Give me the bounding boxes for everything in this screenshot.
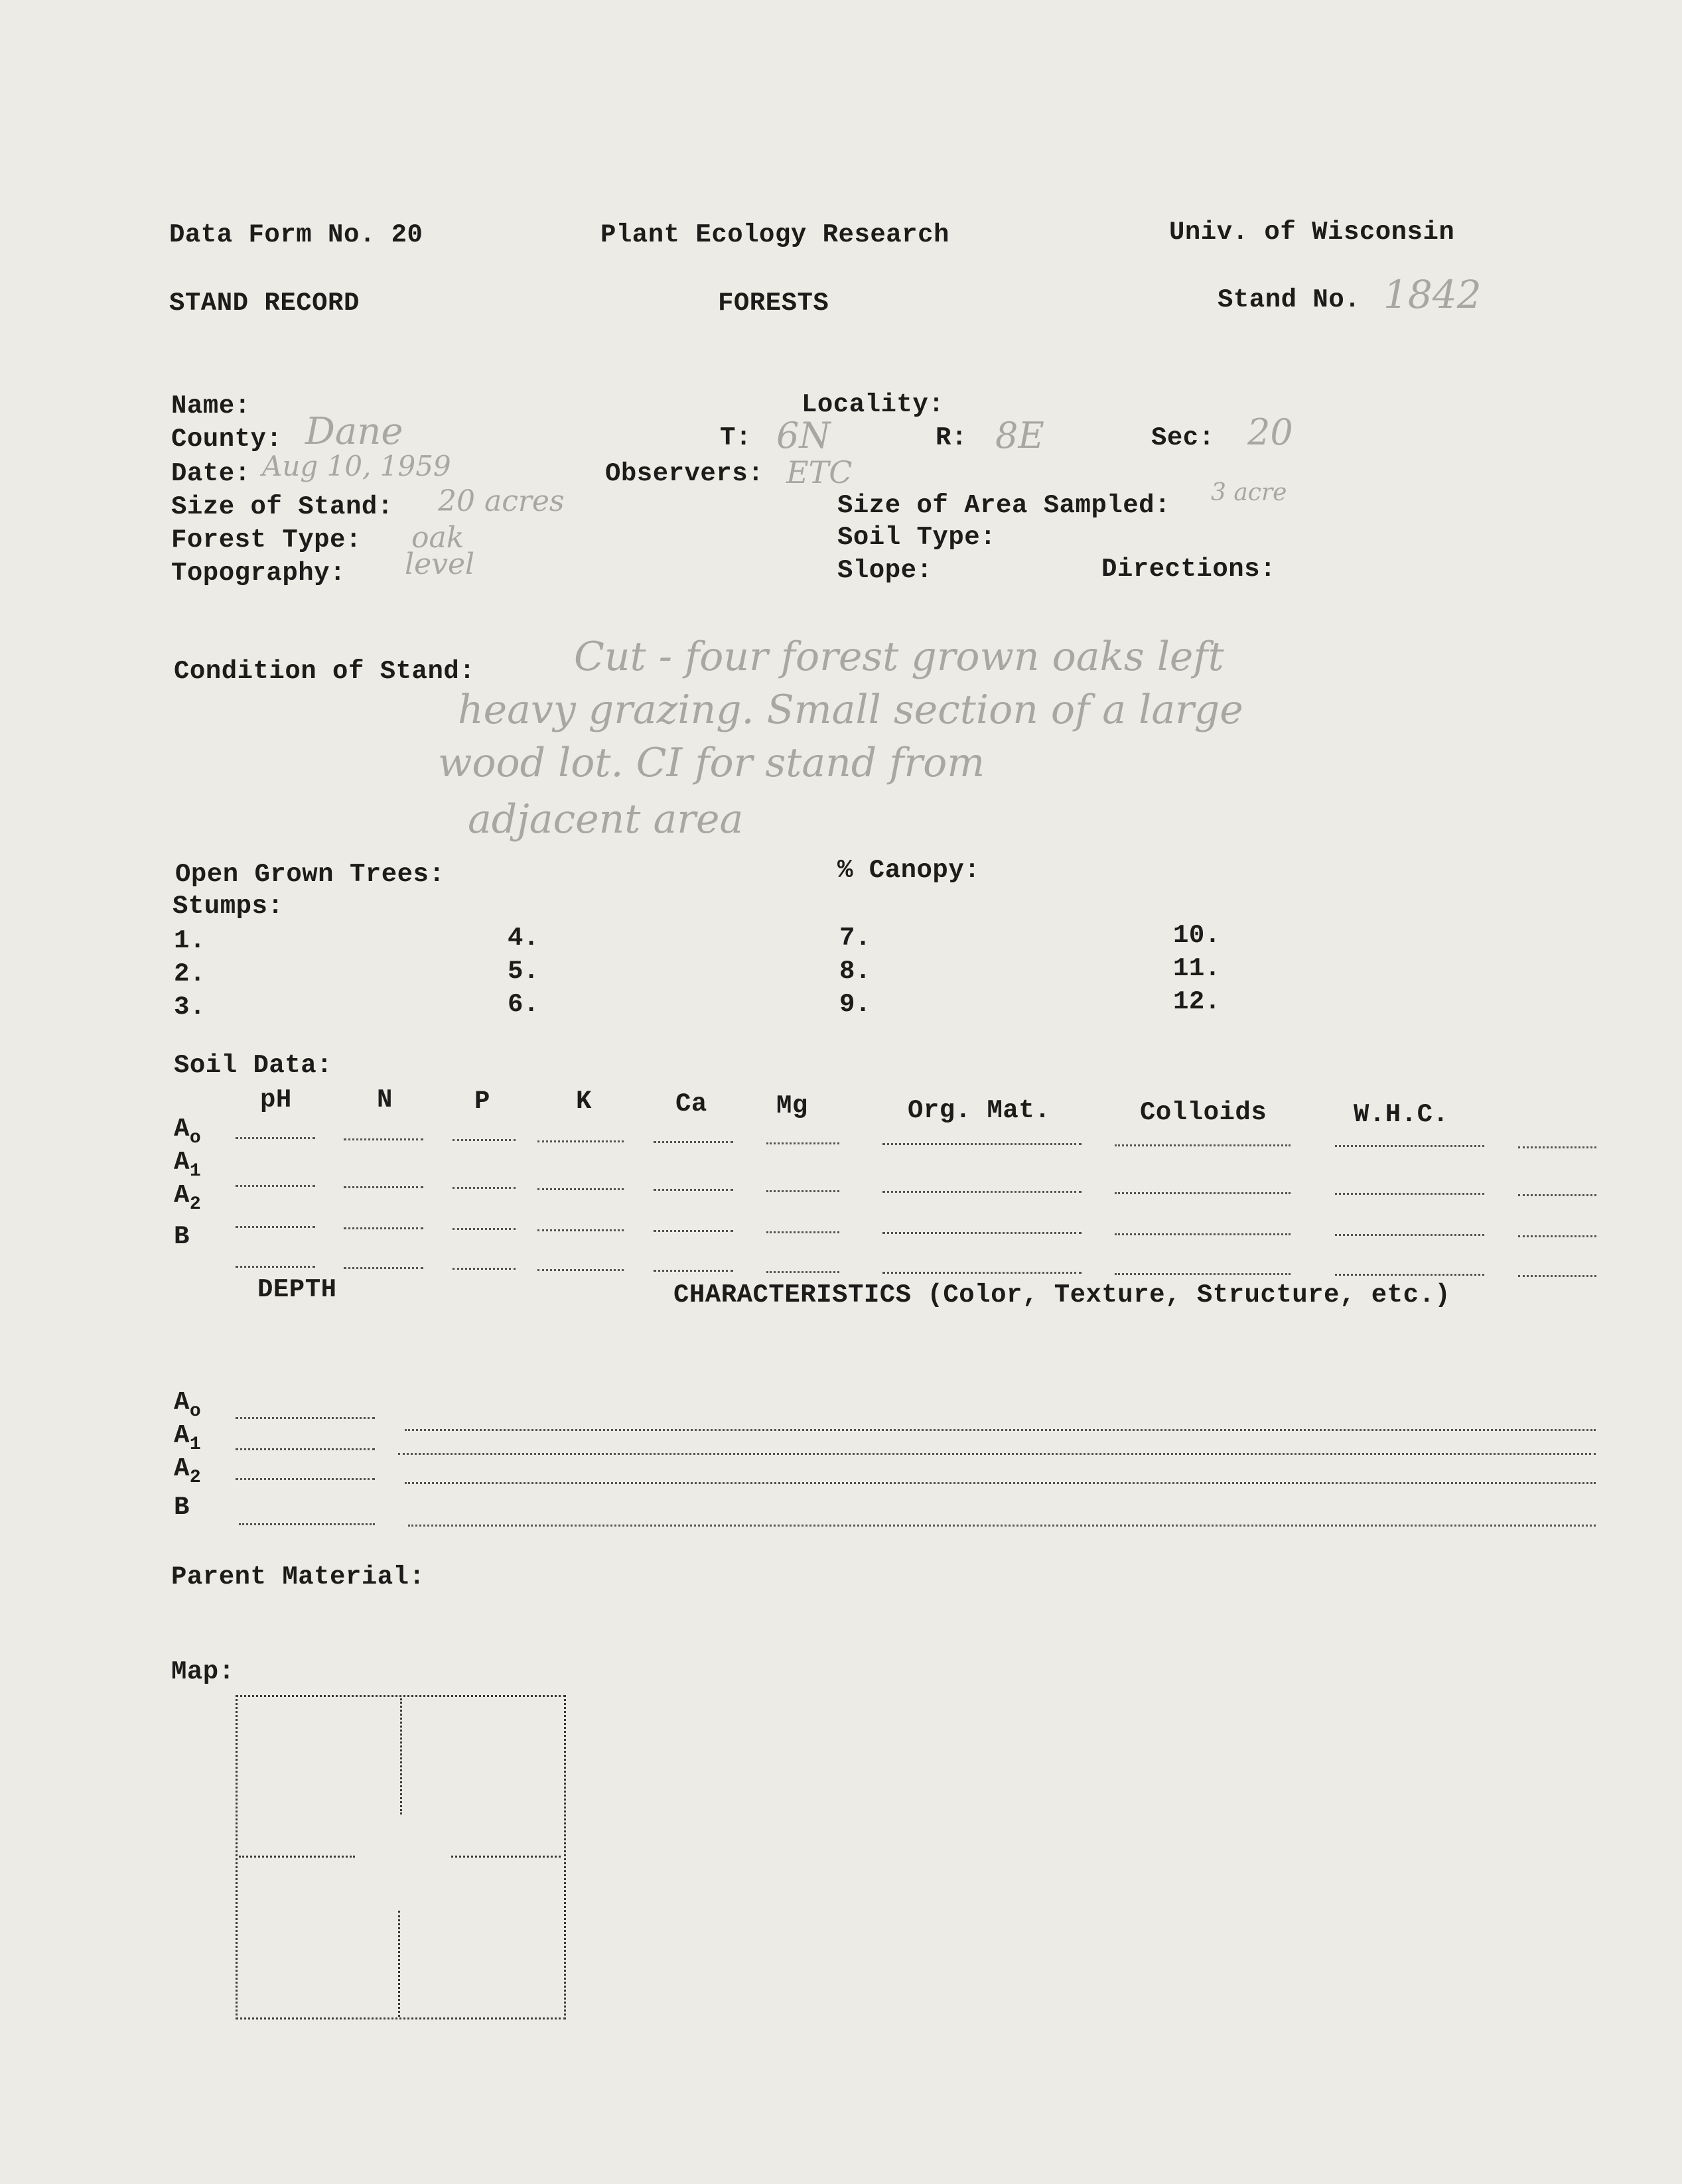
condition-line-2: heavy grazing. Small section of a large [458, 687, 1243, 733]
name-label: Name: [171, 391, 251, 421]
stump-number: 5. [508, 957, 539, 986]
soil-data-blank [453, 1187, 516, 1189]
stump-number: 6. [508, 990, 539, 1019]
canopy-label: % Canopy: [837, 856, 981, 885]
observers-value: ETC [786, 454, 853, 490]
condition-label: Condition of Stand: [174, 657, 476, 686]
record-type: STAND RECORD [169, 289, 360, 318]
horizon-label: B [174, 1493, 190, 1522]
size-of-stand-value: 20 acres [438, 484, 565, 518]
university: Univ. of Wisconsin [1169, 218, 1455, 247]
township-label: T: [720, 423, 752, 452]
characteristics-line [408, 1525, 1596, 1527]
soil-column-header: W.H.C. [1354, 1100, 1449, 1129]
horizon-label: $A_2$ [174, 1454, 202, 1488]
soil-data-blank [537, 1140, 624, 1142]
soil-data-blank [766, 1190, 839, 1192]
stumps-label: Stumps: [173, 892, 284, 921]
characteristics-line [405, 1429, 1596, 1431]
soil-data-blank [344, 1138, 423, 1140]
range-value: 8E [995, 415, 1044, 456]
soil-data-blank [654, 1141, 733, 1143]
condition-line-3: wood lot. CI for stand from [438, 740, 985, 786]
soil-data-blank [537, 1188, 624, 1190]
soil-data-blank [236, 1137, 315, 1139]
soil-data-label: Soil Data: [174, 1051, 333, 1080]
stump-number: 7. [839, 923, 871, 953]
horizon-label: $A_1$ [174, 1421, 202, 1455]
condition-line-4: adjacent area [468, 796, 744, 843]
condition-line-1: Cut - four forest grown oaks left [574, 634, 1224, 680]
soil-data-blank [344, 1186, 423, 1188]
characteristics-line [398, 1453, 1596, 1455]
size-of-stand-label: Size of Stand: [171, 492, 393, 521]
soil-data-blank [344, 1227, 423, 1229]
stump-number: 10. [1173, 921, 1221, 950]
slope-label: Slope: [837, 556, 933, 585]
parent-material-label: Parent Material: [171, 1562, 425, 1592]
horizon-label: $A_o$ [174, 1388, 202, 1422]
stump-number: 4. [508, 923, 539, 953]
soil-column-header: Ca [675, 1089, 707, 1119]
topography-label: Topography: [171, 559, 346, 588]
soil-data-blank [654, 1270, 733, 1272]
soil-column-header: Org. Mat. [908, 1096, 1051, 1125]
depth-label: DEPTH [257, 1275, 337, 1304]
map-label: Map: [171, 1657, 235, 1686]
soil-data-blank [1335, 1145, 1484, 1147]
stump-number: 3. [174, 992, 206, 1022]
soil-column-header: Colloids [1140, 1098, 1267, 1127]
form-number: Data Form No. 20 [169, 220, 423, 249]
soil-data-blank [537, 1229, 624, 1231]
stand-number-value: 1842 [1383, 272, 1482, 317]
soil-column-header: K [576, 1087, 592, 1116]
stump-number: 2. [174, 959, 206, 989]
soil-data-blank [1518, 1194, 1596, 1196]
map-crosshair [398, 1911, 400, 2017]
horizon-label: $A_o$ [174, 1115, 202, 1148]
horizon-label: B [174, 1222, 190, 1251]
directions-label: Directions: [1101, 555, 1276, 584]
soil-data-blank [1518, 1146, 1596, 1148]
horizon-label: $A_1$ [174, 1148, 202, 1182]
map-crosshair [239, 1856, 355, 1858]
soil-data-blank [1335, 1274, 1484, 1276]
soil-data-blank [1115, 1192, 1291, 1194]
locality-label: Locality: [802, 390, 945, 419]
soil-data-blank [654, 1189, 733, 1191]
soil-data-blank [654, 1230, 733, 1232]
characteristics-label: CHARACTERISTICS (Color, Texture, Structure, etc.) [673, 1280, 1451, 1310]
soil-column-header: pH [260, 1085, 292, 1115]
depth-line [236, 1478, 375, 1480]
soil-data-blank [236, 1185, 315, 1187]
soil-data-blank [882, 1232, 1082, 1234]
county-label: County: [171, 425, 283, 454]
stump-number: 9. [839, 990, 871, 1019]
forest-type-label: Forest Type: [171, 525, 362, 555]
soil-data-blank [537, 1269, 624, 1271]
township-value: 6N [776, 415, 831, 456]
observers-label: Observers: [605, 459, 764, 488]
section-label: Sec: [1151, 423, 1215, 452]
soil-data-blank [453, 1268, 516, 1270]
size-of-area-sampled-value: 3 acre [1211, 479, 1287, 506]
range-label: R: [936, 423, 967, 452]
soil-data-blank [344, 1267, 423, 1269]
open-grown-trees-label: Open Grown Trees: [175, 860, 445, 889]
soil-data-blank [1518, 1275, 1596, 1277]
record-category: FORESTS [718, 289, 829, 318]
soil-column-header: Mg [776, 1091, 808, 1121]
soil-data-blank [1335, 1193, 1484, 1195]
horizon-label: $A_2$ [174, 1181, 202, 1215]
size-of-area-sampled-label: Size of Area Sampled: [837, 491, 1170, 520]
soil-data-blank [766, 1271, 839, 1273]
stump-number: 12. [1173, 987, 1221, 1016]
topography-value: level [405, 547, 475, 581]
map-crosshair [400, 1698, 402, 1814]
soil-data-blank [236, 1226, 315, 1228]
depth-line [236, 1417, 375, 1419]
soil-column-header: N [377, 1085, 393, 1115]
forest-type-value: oak [411, 521, 464, 555]
soil-data-blank [1115, 1233, 1291, 1235]
date-value: Aug 10, 1959 [262, 450, 451, 482]
soil-data-blank [766, 1142, 839, 1144]
stump-number: 11. [1173, 954, 1221, 983]
soil-data-blank [1115, 1273, 1291, 1275]
soil-data-blank [236, 1266, 315, 1268]
soil-data-blank [882, 1272, 1082, 1274]
soil-data-blank [882, 1191, 1082, 1193]
soil-data-blank [1335, 1234, 1484, 1236]
map-crosshair [451, 1856, 561, 1858]
stump-number: 8. [839, 957, 871, 986]
soil-data-blank [453, 1139, 516, 1141]
date-label: Date: [171, 459, 251, 488]
soil-data-blank [766, 1231, 839, 1233]
soil-data-blank [1518, 1235, 1596, 1237]
county-value: Dane [305, 410, 403, 453]
soil-column-header: P [474, 1087, 490, 1116]
organization: Plant Ecology Research [600, 220, 949, 249]
stand-number-label: Stand No. [1218, 285, 1361, 314]
soil-data-blank [882, 1143, 1082, 1145]
soil-type-label: Soil Type: [837, 523, 997, 552]
section-value: 20 [1247, 411, 1293, 453]
depth-line [239, 1523, 375, 1525]
soil-data-blank [453, 1228, 516, 1230]
soil-data-blank [1115, 1144, 1291, 1146]
characteristics-line [405, 1482, 1596, 1484]
depth-line [236, 1448, 375, 1450]
stump-number: 1. [174, 926, 206, 955]
